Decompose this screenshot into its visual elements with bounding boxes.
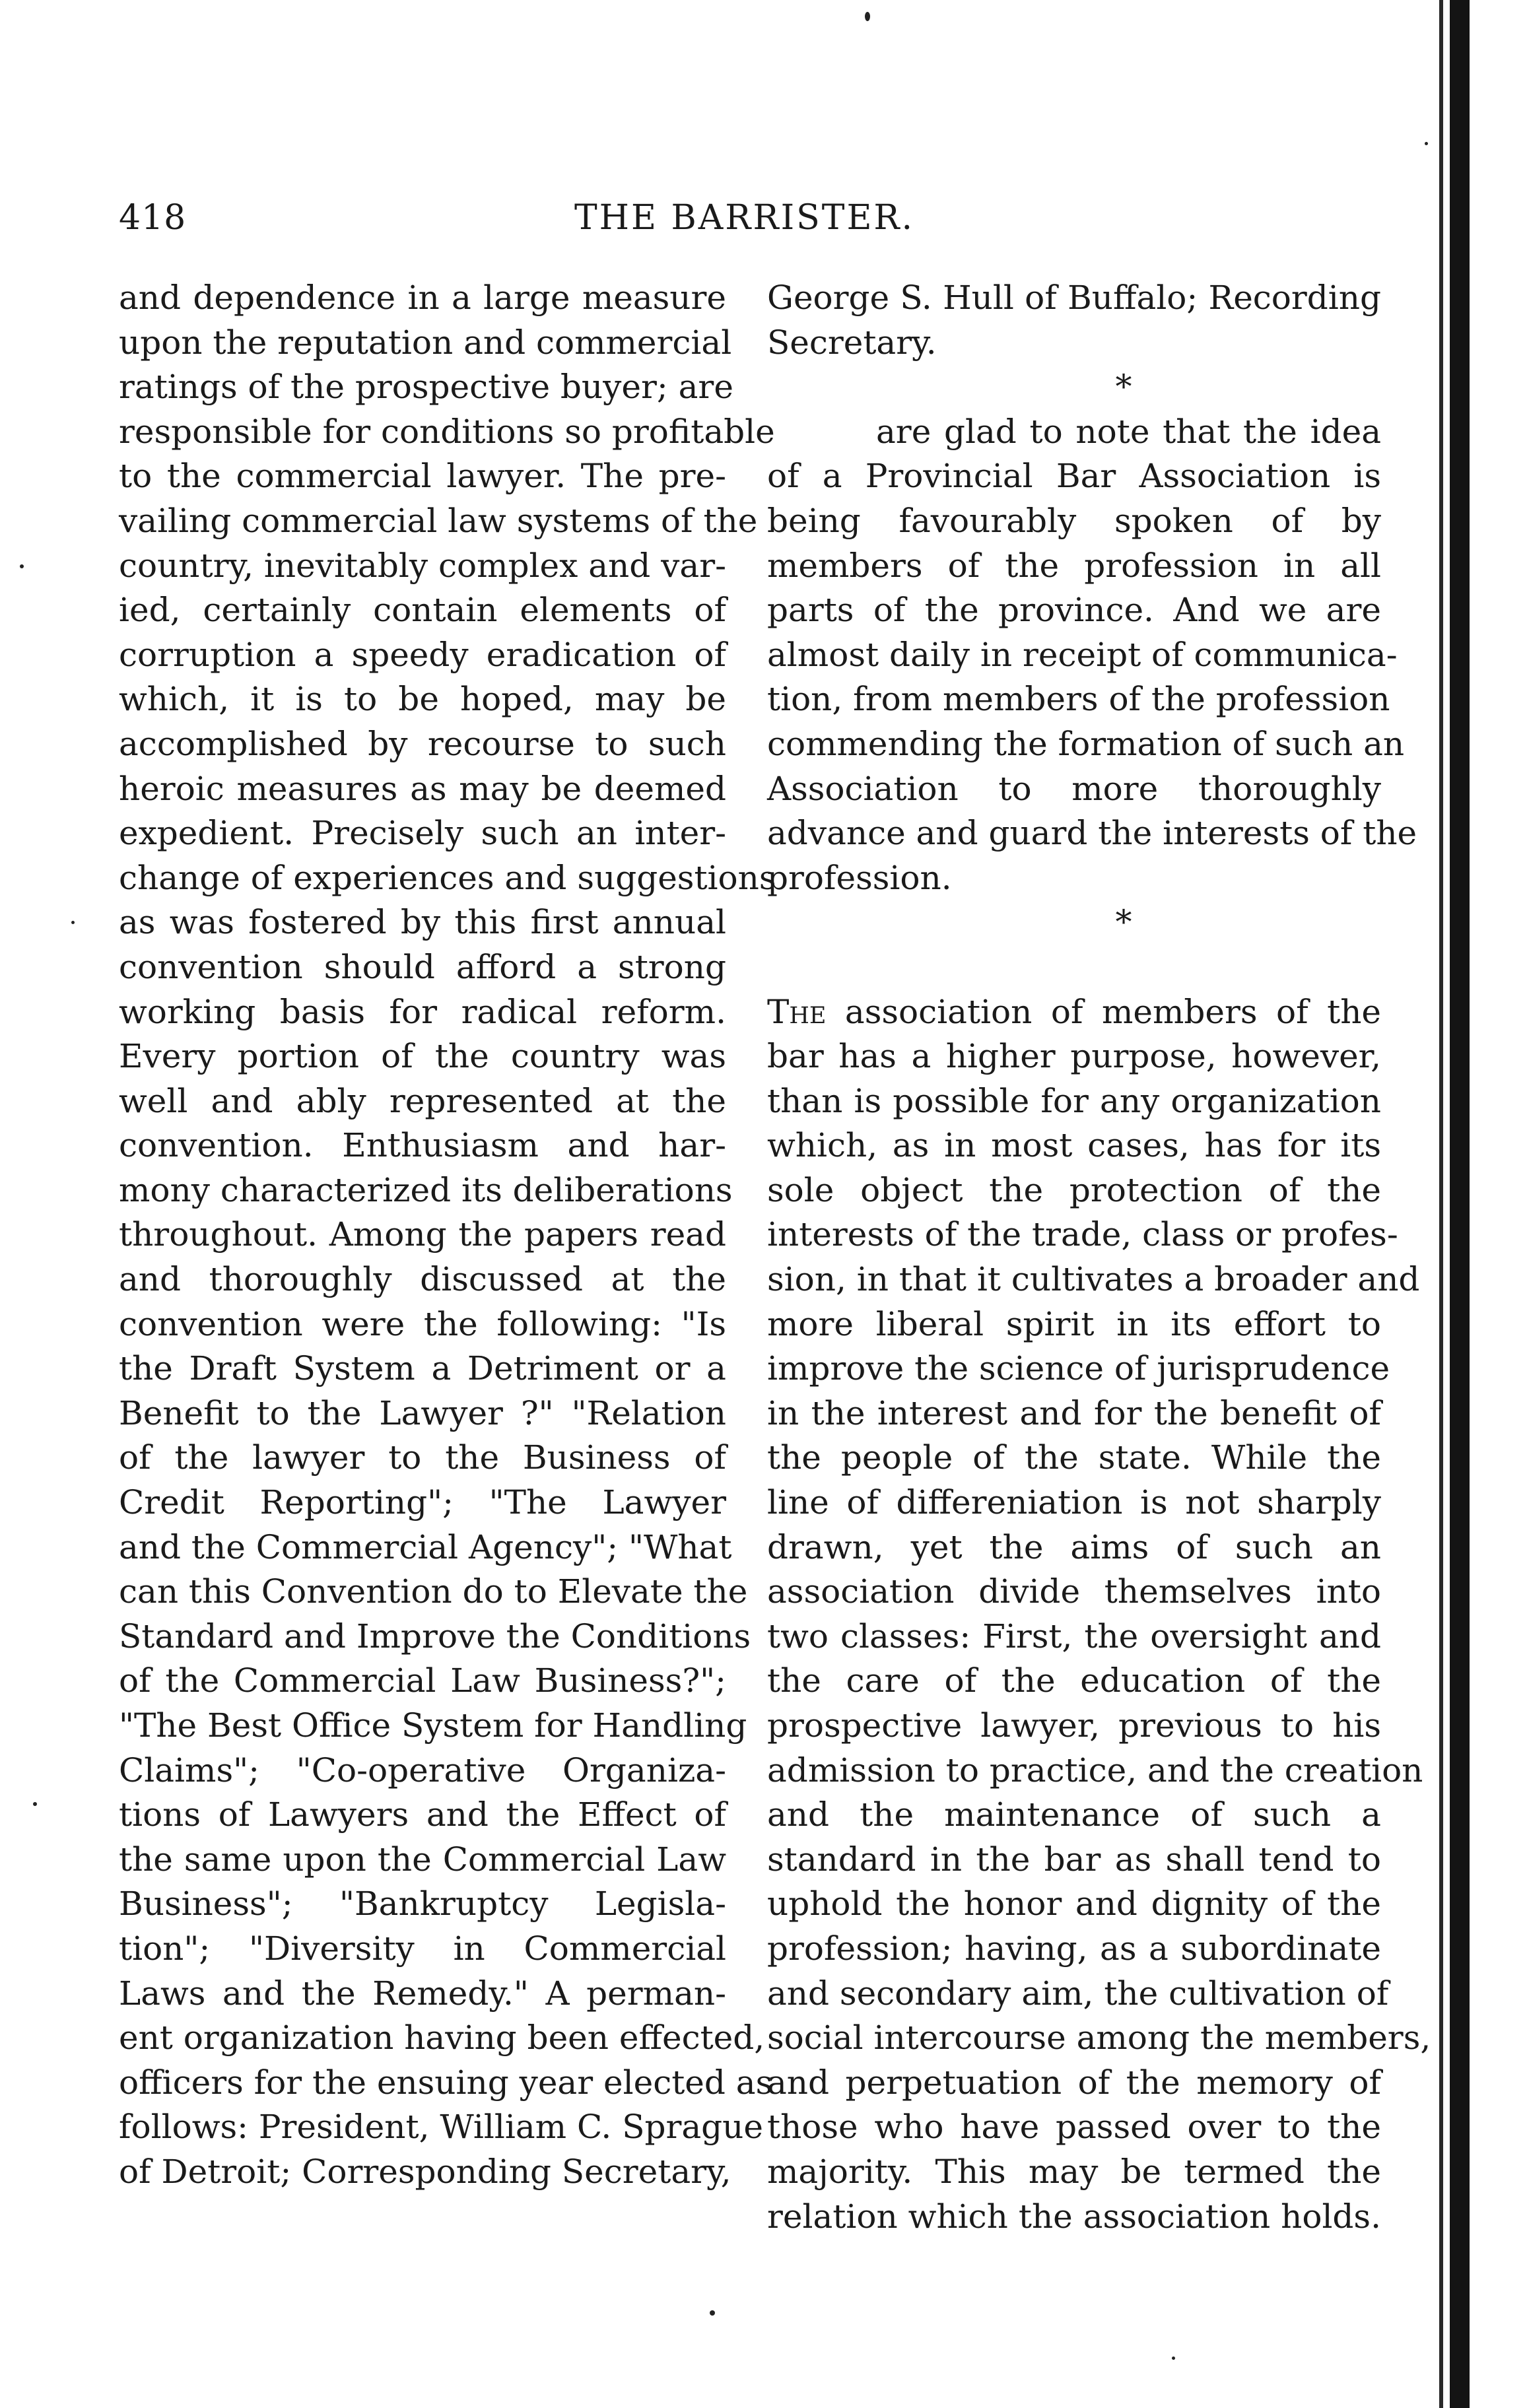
text-line: prospective lawyer, previous to his [767, 1706, 1381, 1745]
text-line: officers for the ensuing year elected as [119, 2063, 773, 2102]
text-line: social intercourse among the members, [767, 2019, 1431, 2057]
text-line: being favourably spoken of by [767, 501, 1381, 540]
text-line: of the lawyer to the Business of [119, 1438, 726, 1477]
page-edge-shadow [1439, 0, 1443, 2408]
text-line: almost daily in receipt of communica- [767, 635, 1398, 674]
text-line: expedient. Precisely such an inter- [119, 814, 726, 853]
text-line: two classes: First, the oversight and [767, 1617, 1381, 1656]
text-line: ied, certainly contain elements of [119, 591, 726, 630]
text-line: the care of the education of the [767, 1661, 1381, 1700]
print-speck [1425, 142, 1428, 145]
print-speck [865, 12, 870, 21]
text-line: the same upon the Commercial Law [119, 1840, 726, 1879]
text-line: and secondary aim, the cultivation of [767, 1974, 1389, 2013]
text-line: drawn, yet the aims of such an [767, 1527, 1381, 1566]
left-column [119, 276, 776, 2195]
text-line: the Draft System a Detriment or a [119, 1349, 726, 1388]
text-line: of a Provincial Bar Association is [767, 457, 1381, 496]
text-line: and dependence in a large measure [119, 279, 726, 317]
text-line: of Detroit; Corresponding Secretary, [119, 2152, 731, 2191]
text-line: the people of the state. While the [767, 1438, 1381, 1477]
text-line: Laws and the Remedy." A perman- [119, 1974, 726, 2013]
text-line: association divide themselves into [767, 1572, 1381, 1611]
text-line: convention should afford a strong [119, 947, 726, 986]
text-line: Claims"; "Co-operative Organiza- [119, 1751, 726, 1789]
text-line: Secretary. [767, 323, 937, 362]
asterisk-ornament: * [1115, 903, 1132, 942]
text-line: upon the reputation and commercial [119, 323, 732, 362]
text-line: Standard and Improve the Conditions [119, 1617, 751, 1656]
text-line: more liberal spirit in its effort to [767, 1304, 1381, 1343]
asterisk-ornament: * [1115, 368, 1132, 407]
text-line: tions of Lawyers and the Effect of [119, 1795, 726, 1834]
page-number: 418 [119, 198, 187, 238]
text-line: Association to more thoroughly [767, 769, 1381, 808]
text-line: members of the profession in all [767, 546, 1381, 585]
paragraph-gap [767, 945, 1381, 990]
text-line: ratings of the prospective buyer; are [119, 368, 733, 407]
text-line: commending the formation of such an [767, 724, 1405, 763]
print-speck [1172, 2357, 1175, 2360]
text-line: Benefit to the Lawyer ?" "Relation [119, 1393, 726, 1432]
text-line: which, it is to be hoped, may be [119, 680, 726, 719]
text-line: than is possible for any organization [767, 1081, 1381, 1120]
text-line: follows: President, William C. Sprague [119, 2108, 763, 2147]
text-line: interests of the trade, class or profes- [767, 1215, 1398, 1254]
text-line: ent organization having been effected, [119, 2019, 765, 2057]
text-line: convention were the following: "Is [119, 1304, 726, 1343]
text-line: heroic measures as may be deemed [119, 769, 726, 808]
text-line: change of experiences and suggestions [119, 858, 776, 897]
text-line: Every portion of the country was [119, 1037, 726, 1076]
text-line: Business"; "Bankruptcy Legisla- [119, 1885, 726, 1923]
text-line: line of differeniation is not sharply [767, 1483, 1381, 1522]
text-line: uphold the honor and dignity of the [767, 1885, 1381, 1923]
print-speck [33, 1802, 37, 1806]
text-line: throughout. Among the papers read [119, 1215, 726, 1254]
text-line: and thoroughly discussed at the [119, 1260, 726, 1299]
text-line: which, as in most cases, has for its [767, 1126, 1381, 1165]
text-line: to the commercial lawyer. The pre- [119, 457, 726, 496]
text-line: profession. [767, 858, 952, 897]
page-edge-binding [1450, 0, 1470, 2408]
print-speck [71, 921, 75, 924]
text-line: of the Commercial Law Business?"; [119, 1661, 726, 1700]
text-line: and perpetuation of the memory of [767, 2063, 1381, 2102]
text-line: convention. Enthusiasm and har- [119, 1126, 726, 1165]
text-line: majority. This may be termed the [767, 2152, 1381, 2191]
text-line: Credit Reporting"; "The Lawyer [119, 1483, 726, 1522]
text-line: improve the science of jurisprudence [767, 1349, 1390, 1388]
text-line: relation which the association holds. [767, 2197, 1381, 2236]
text-line: tion, from members of the profession [767, 680, 1390, 719]
text-line: and the maintenance of such a [767, 1795, 1381, 1834]
running-header [119, 198, 1413, 251]
text-line: "The Best Office System for Handling [119, 1706, 747, 1745]
text-line: working basis for radical reform. [119, 992, 726, 1031]
text-line: those who have passed over to the [767, 2108, 1381, 2147]
text-line [767, 990, 1381, 1035]
text-line: accomplished by recourse to such [119, 724, 726, 763]
right-column [767, 276, 1431, 2239]
text-line: are glad to note that the idea [876, 412, 1381, 451]
paragraph-association-purpose [767, 1034, 1431, 2239]
text-line: vailing commercial law systems of the [119, 501, 758, 540]
text-line: can this Convention do to Elevate the [119, 1572, 748, 1611]
text-line: admission to practice, and the creation [767, 1751, 1423, 1789]
text-line: as was fostered by this first annual [119, 903, 726, 942]
text-line: sion, in that it cultivates a broader and [767, 1260, 1420, 1299]
text-line: corruption a speedy eradication of [119, 635, 726, 674]
text-line: well and ably represented at the [119, 1081, 726, 1120]
text-line: and the Commercial Agency"; "What [119, 1527, 732, 1566]
running-title: THE BARRISTER. [574, 198, 915, 238]
print-speck [710, 2310, 715, 2316]
text-line: George S. Hull of Buffalo; Recording [767, 279, 1381, 317]
text-line: standard in the bar as shall tend to [767, 1840, 1381, 1879]
text-line: parts of the province. And we are [767, 591, 1381, 630]
text-line: profession; having, as a subordinate [767, 1929, 1381, 1968]
text-line: sole object the protection of the [767, 1170, 1381, 1209]
text-line: bar has a higher purpose, however, [767, 1037, 1381, 1076]
text-line: advance and guard the interests of the [767, 814, 1417, 853]
text-line: responsible for conditions so profitable [119, 412, 775, 451]
text-fragment: association of members of the [844, 992, 1381, 1031]
text-line: country, inevitably complex and var- [119, 546, 726, 585]
print-speck [20, 564, 24, 568]
text-line: mony characterized its deliberations [119, 1170, 733, 1209]
text-line: in the interest and for the benefit of [767, 1393, 1381, 1432]
small-caps-word: The [767, 992, 827, 1031]
paragraph-bar-association [767, 410, 1417, 901]
text-line: tion"; "Diversity in Commercial [119, 1929, 726, 1968]
